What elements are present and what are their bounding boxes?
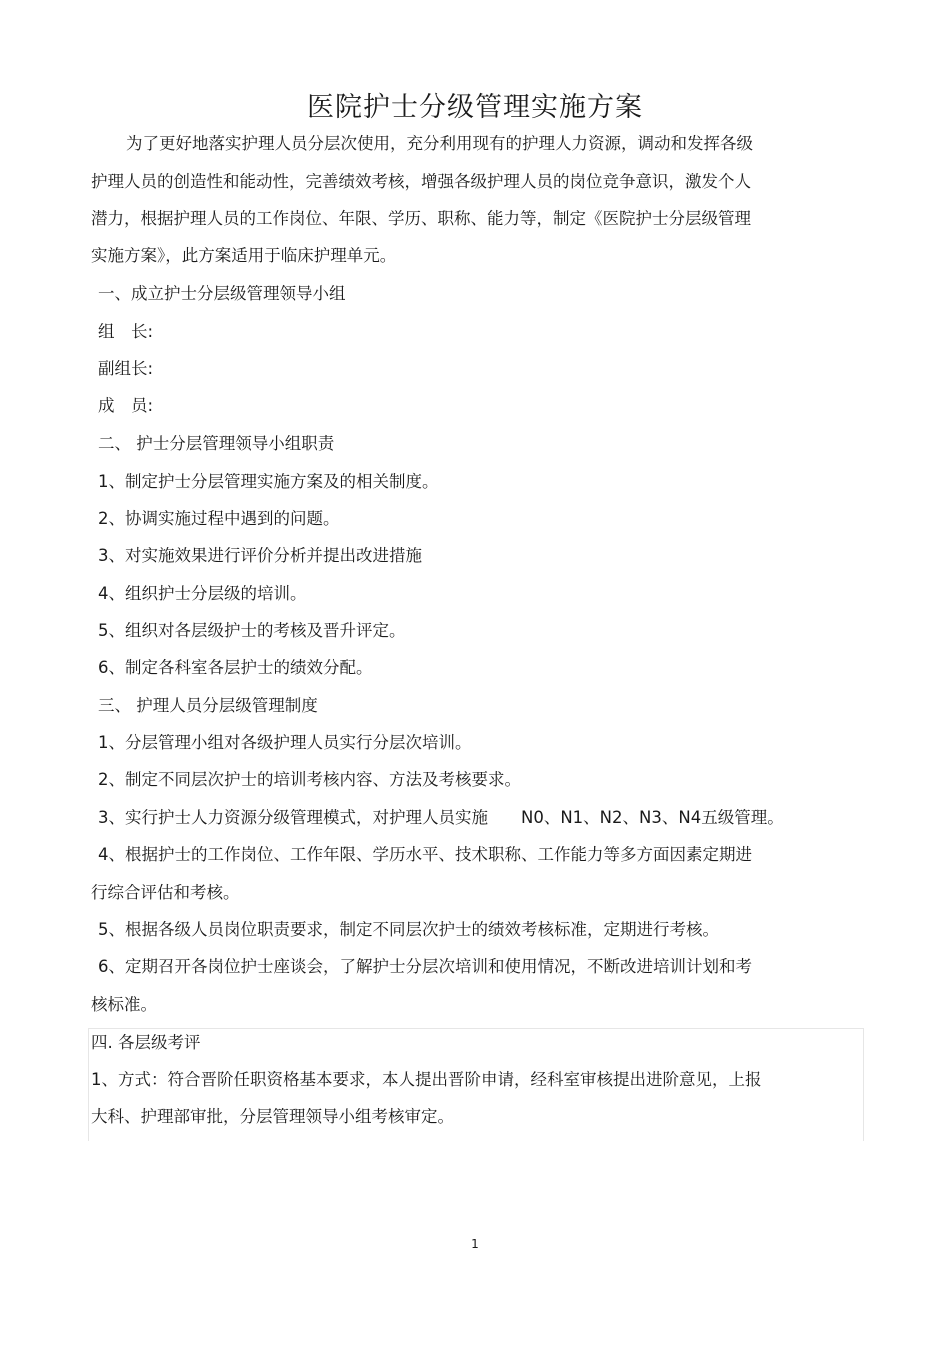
document-title: 医院护士分级管理实施方案	[307, 92, 643, 123]
list-item: 4、组织护士分层级的培训。	[98, 584, 307, 603]
section-4-line: 大科、护理部审批，分层管理领导小组考核审定。	[91, 1107, 454, 1126]
section-1-heading: 一、成立护士分层级管理领导小组	[98, 284, 346, 303]
section-4-heading: 四. 各层级考评	[91, 1033, 201, 1052]
list-item: 3、实行护士人力资源分级管理模式，对护理人员实施 N0、N1、N2、N3、N4五级管理。	[98, 808, 784, 827]
list-item: 6、制定各科室各层护士的绩效分配。	[98, 658, 373, 677]
page-number: 1	[471, 1237, 479, 1251]
list-item: 1、制定护士分层管理实施方案及的相关制度。	[98, 472, 439, 491]
members-line: 成 员:	[98, 396, 154, 415]
list-item-continuation: 核标准。	[91, 995, 157, 1014]
list-item: 2、协调实施过程中遇到的问题。	[98, 509, 340, 528]
list-item: 5、组织对各层级护士的考核及晋升评定。	[98, 621, 406, 640]
list-item: 6、定期召开各岗位护士座谈会，了解护士分层次培训和使用情况，不断改进培训计划和考	[98, 957, 752, 976]
intro-line: 潜力，根据护理人员的工作岗位、年限、学历、职称、能力等，制定《医院护士分层级管理	[91, 209, 751, 228]
list-item: 2、制定不同层次护士的培训考核内容、方法及考核要求。	[98, 770, 521, 789]
section-4-line: 1、方式：符合晋阶任职资格基本要求，本人提出晋阶申请，经科室审核提出进阶意见，上报	[91, 1070, 762, 1089]
list-item: 5、根据各级人员岗位职责要求，制定不同层次护士的绩效考核标准，定期进行考核。	[98, 920, 719, 939]
deputy-leader-line: 副组长:	[98, 359, 154, 378]
list-item-continuation: 行综合评估和考核。	[91, 883, 240, 902]
list-item: 3、对实施效果进行评价分析并提出改进措施	[98, 546, 422, 565]
section-3-heading: 三、 护理人员分层级管理制度	[98, 696, 318, 715]
intro-line: 护理人员的创造性和能动性，完善绩效考核，增强各级护理人员的岗位竞争意识，激发个人	[91, 172, 751, 191]
list-item: 4、根据护士的工作岗位、工作年限、学历水平、技术职称、工作能力等多方面因素定期进	[98, 845, 752, 864]
intro-line: 为了更好地落实护理人员分层次使用，充分利用现有的护理人力资源，调动和发挥各级	[126, 134, 753, 153]
intro-line: 实施方案》，此方案适用于临床护理单元。	[91, 246, 397, 265]
list-item: 1、分层管理小组对各级护理人员实行分层次培训。	[98, 733, 472, 752]
section-2-heading: 二、 护士分层管理领导小组职责	[98, 434, 335, 453]
group-leader-line: 组 长:	[98, 322, 154, 341]
